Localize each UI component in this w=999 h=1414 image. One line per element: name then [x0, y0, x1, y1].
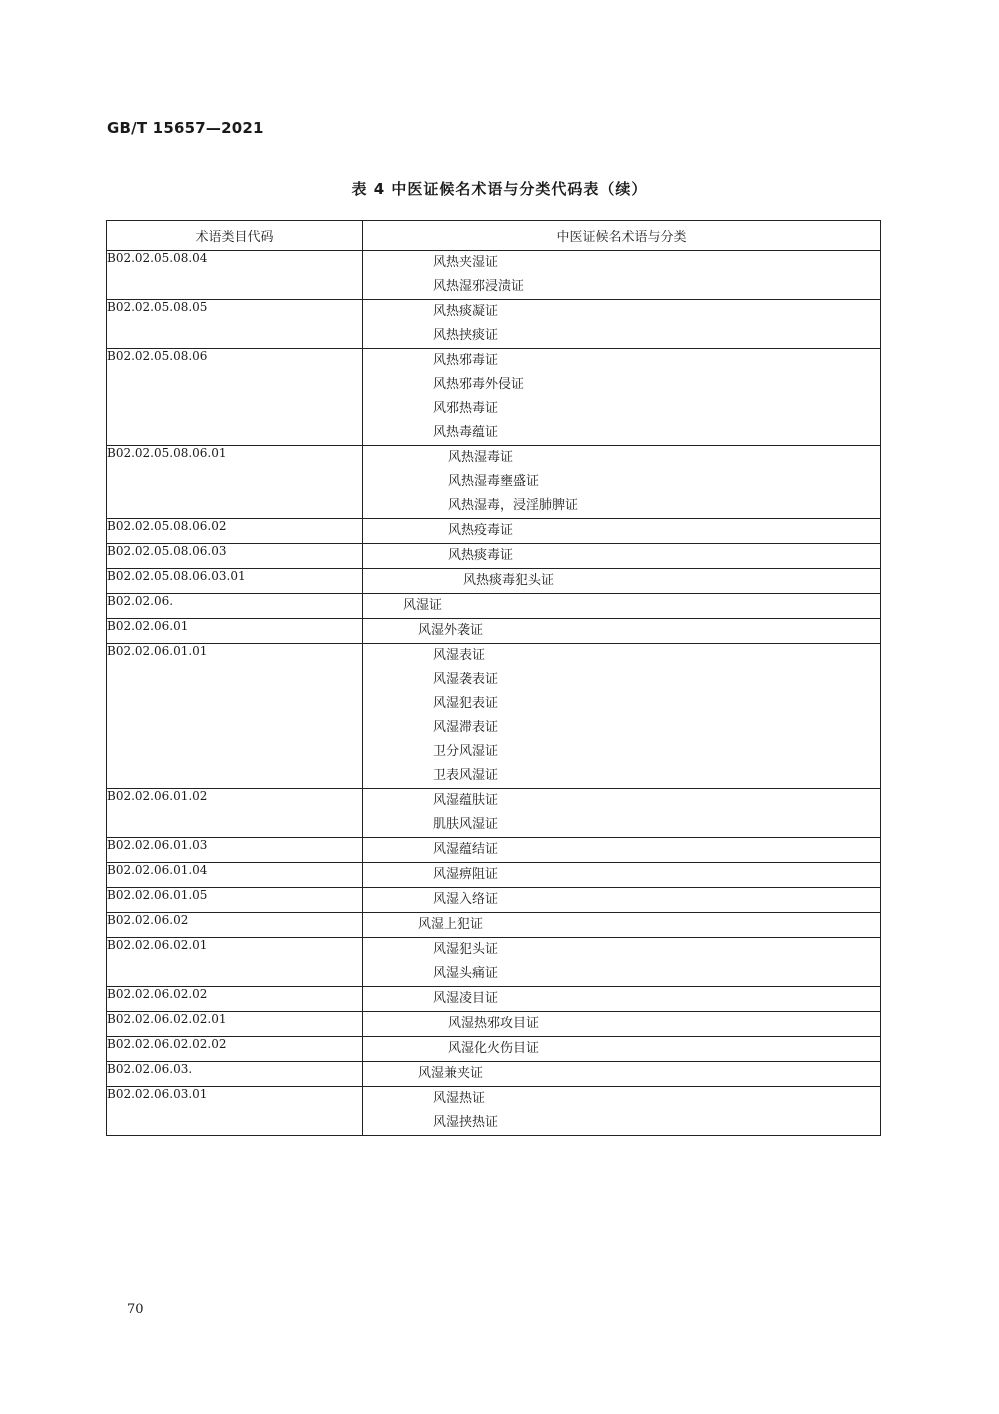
table-row — [107, 349, 881, 446]
page-number: 70 — [127, 1302, 144, 1317]
term-category-code: B02.02.06.02.02.01 — [107, 1012, 363, 1037]
term-list — [363, 519, 881, 544]
column-header-code: 术语类目代码 — [107, 221, 363, 251]
term-category-code: B02.02.06.02.01 — [107, 938, 363, 987]
syndrome-term: 风湿痹阻证 — [433, 867, 499, 882]
table-header-row — [107, 221, 881, 251]
syndrome-term: 风热湿毒，浸淫肺脾证 — [448, 498, 579, 513]
term-list — [363, 913, 881, 938]
syndrome-term: 风湿上犯证 — [418, 917, 484, 932]
term-list — [363, 863, 881, 888]
term-list — [363, 644, 881, 789]
syndrome-term: 卫分风湿证 — [433, 744, 499, 759]
term-list — [363, 838, 881, 863]
syndrome-term: 风邪热毒证 — [433, 401, 499, 416]
syndrome-term: 风热邪毒外侵证 — [433, 377, 525, 392]
table-row — [107, 913, 881, 938]
term-category-code: B02.02.06.01.04 — [107, 863, 363, 888]
term-list — [363, 446, 881, 519]
term-category-code: B02.02.05.08.04 — [107, 251, 363, 300]
term-category-code: B02.02.06.01.02 — [107, 789, 363, 838]
term-list — [363, 1087, 881, 1136]
term-category-code: B02.02.06.03. — [107, 1062, 363, 1087]
term-category-code: B02.02.05.08.06.03 — [107, 544, 363, 569]
term-code-table — [106, 220, 881, 1136]
syndrome-term: 风湿热证 — [433, 1091, 486, 1106]
syndrome-term: 风热疫毒证 — [448, 523, 514, 538]
term-category-code: B02.02.05.08.06 — [107, 349, 363, 446]
table-body — [107, 251, 881, 1136]
term-category-code: B02.02.06. — [107, 594, 363, 619]
table-row — [107, 519, 881, 544]
syndrome-term: 风湿兼夹证 — [418, 1066, 484, 1081]
syndrome-term: 卫表风湿证 — [433, 768, 499, 783]
syndrome-term: 风湿犯头证 — [433, 942, 499, 957]
term-category-code: B02.02.06.02.02.02 — [107, 1037, 363, 1062]
term-category-code: B02.02.06.03.01 — [107, 1087, 363, 1136]
syndrome-term: 风湿热邪攻目证 — [448, 1016, 540, 1031]
term-category-code: B02.02.06.01.03 — [107, 838, 363, 863]
table-row — [107, 644, 881, 789]
table-row — [107, 888, 881, 913]
syndrome-term: 风热痰凝证 — [433, 304, 499, 319]
table-row — [107, 569, 881, 594]
table-row — [107, 300, 881, 349]
syndrome-term: 风湿头痛证 — [433, 966, 499, 981]
term-list — [363, 987, 881, 1012]
column-header-terms: 中医证候名术语与分类 — [363, 221, 881, 251]
term-list — [363, 888, 881, 913]
standard-code: GB/T 15657—2021 — [107, 119, 264, 137]
syndrome-term: 风热湿邪浸渍证 — [433, 279, 525, 294]
term-category-code: B02.02.06.01.01 — [107, 644, 363, 789]
term-list — [363, 594, 881, 619]
syndrome-term: 风湿凌目证 — [433, 991, 499, 1006]
table-row — [107, 1012, 881, 1037]
syndrome-term: 风热湿毒证 — [448, 450, 514, 465]
syndrome-term: 风湿滞表证 — [433, 720, 499, 735]
syndrome-term: 肌肤风湿证 — [433, 817, 499, 832]
term-category-code: B02.02.05.08.05 — [107, 300, 363, 349]
syndrome-term: 风湿表证 — [433, 648, 486, 663]
syndrome-term: 风湿蕴结证 — [433, 842, 499, 857]
term-list — [363, 544, 881, 569]
term-list — [363, 569, 881, 594]
table-row — [107, 251, 881, 300]
table-row — [107, 838, 881, 863]
term-list — [363, 251, 881, 300]
syndrome-term: 风热邪毒证 — [433, 353, 499, 368]
term-category-code: B02.02.06.02.02 — [107, 987, 363, 1012]
table-row — [107, 1037, 881, 1062]
syndrome-term: 风湿挟热证 — [433, 1115, 499, 1130]
table-title: 表 4 中医证候名术语与分类代码表（续） — [351, 180, 648, 198]
table-row — [107, 987, 881, 1012]
term-list — [363, 789, 881, 838]
term-list — [363, 1037, 881, 1062]
term-list — [363, 349, 881, 446]
table-row — [107, 1062, 881, 1087]
syndrome-term: 风湿外袭证 — [418, 623, 484, 638]
term-category-code: B02.02.06.01 — [107, 619, 363, 644]
term-category-code: B02.02.05.08.06.03.01 — [107, 569, 363, 594]
syndrome-term: 风热湿毒壅盛证 — [448, 474, 540, 489]
syndrome-term: 风湿袭表证 — [433, 672, 499, 687]
term-list — [363, 938, 881, 987]
term-category-code: B02.02.06.01.05 — [107, 888, 363, 913]
syndrome-term: 风热夹湿证 — [433, 255, 499, 270]
syndrome-term: 风热挟痰证 — [433, 328, 499, 343]
term-list — [363, 300, 881, 349]
syndrome-term: 风湿犯表证 — [433, 696, 499, 711]
syndrome-term: 风湿证 — [403, 598, 443, 613]
syndrome-term: 风热毒蕴证 — [433, 425, 499, 440]
term-list — [363, 1012, 881, 1037]
term-category-code: B02.02.05.08.06.01 — [107, 446, 363, 519]
table-row — [107, 863, 881, 888]
table-row — [107, 619, 881, 644]
syndrome-term: 风湿入络证 — [433, 892, 499, 907]
syndrome-term: 风热痰毒犯头证 — [463, 573, 555, 588]
syndrome-term: 风湿蕴肤证 — [433, 793, 499, 808]
table-row — [107, 938, 881, 987]
term-category-code: B02.02.05.08.06.02 — [107, 519, 363, 544]
term-list — [363, 1062, 881, 1087]
term-list — [363, 619, 881, 644]
syndrome-term: 风热痰毒证 — [448, 548, 514, 563]
table-row — [107, 544, 881, 569]
term-category-code: B02.02.06.02 — [107, 913, 363, 938]
table-row — [107, 594, 881, 619]
table-row — [107, 789, 881, 838]
syndrome-term: 风湿化火伤目证 — [448, 1041, 540, 1056]
table-row — [107, 446, 881, 519]
table-row — [107, 1087, 881, 1136]
